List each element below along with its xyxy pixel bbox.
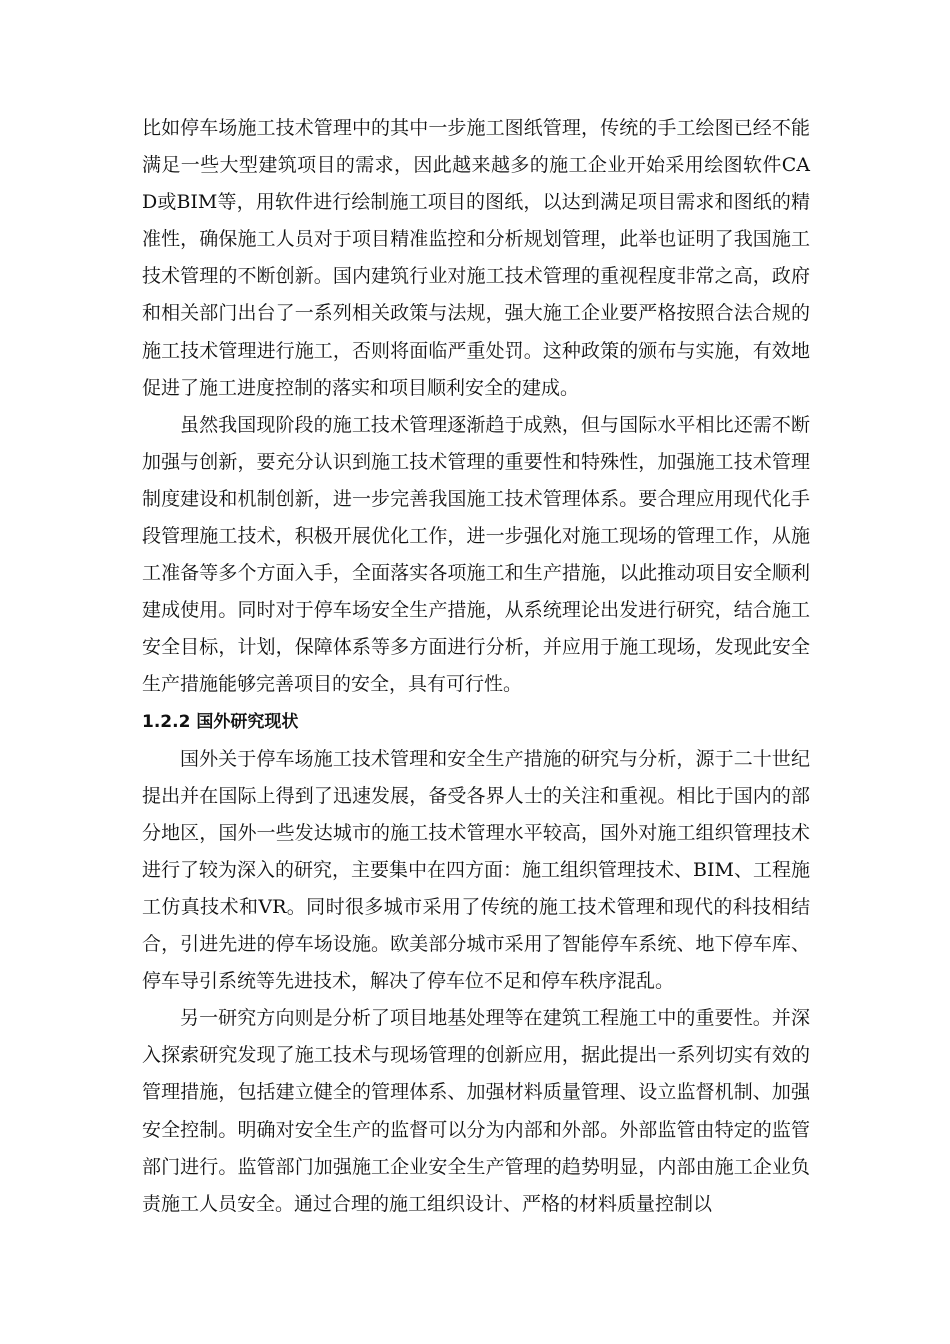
section-heading: 1.2.2 国外研究现状: [142, 711, 299, 732]
paragraph-research-direction: 另一研究方向则是分析了项目地基处理等在建筑工程施工中的重要性。并深入探索研究发现了施工技术与现场管理的创新应用，据此提出一系列切实有效的管理措施，包括建立健全的管理体系、加强材料质量管理、设立监督机制、加强安全控制。明确对安全生产的监督可以分为内部和外部。外部监管由特定的监管部门进行。监管部门加强施工企业安全生产管理的趋势明显，内部由施工企业负责施工人员安全。通过合理的施工组织设计、严格的材料质量控制以: [142, 1007, 810, 1215]
paragraph-foreign-status: 国外关于停车场施工技术管理和安全生产措施的研究与分析，源于二十世纪提出并在国际上得到了迅速发展，备受各界人士的关注和重视。相比于国内的部分地区，国外一些发达城市的施工技术管理水平较高，国外对施工组织管理技术进行了较为深入的研究，主要集中在四方面：施工组织管理技术、BIM、工程施工仿真技术和VR。同时很多城市采用了传统的施工技术管理和现代的科技相结合，引进先进的停车场设施。欧美部分城市采用了智能停车系统、地下停车库、停车导引系统等先进技术，解决了停车位不足和停车秩序混乱。: [142, 747, 810, 993]
paragraph-continued: 比如停车场施工技术管理中的其中一步施工图纸管理，传统的手工绘图已经不能满足一些大型建筑项目的需求，因此越来越多的施工企业开始采用绘图软件CAD或BIM等，用软件进行绘制施工项目的图纸，以达到满足项目需求和图纸的精准性，确保施工人员对于项目精准监控和分析规划管理，此举也证明了我国施工技术管理的不断创新。国内建筑行业对施工技术管理的重视程度非常之高，政府和相关部门出台了一系列相关政策与法规，强大施工企业要严格按照合法合规的施工技术管理进行施工，否则将面临严重处罚。这种政策的颁布与实施，有效地促进了施工进度控制的落实和项目顺利安全的建成。: [142, 117, 810, 399]
paragraph-domestic-status: 虽然我国现阶段的施工技术管理逐渐趋于成熟，但与国际水平相比还需不断加强与创新，要充分认识到施工技术管理的重要性和特殊性，加强施工技术管理制度建设和机制创新，进一步完善我国施工技术管理体系。要合理应用现代化手段管理施工技术，积极开展优化工作，进一步强化对施工现场的管理工作，从施工准备等多个方面入手，全面落实各项施工和生产措施，以此推动项目安全顺利建成使用。同时对于停车场安全生产措施，从系统理论出发进行研究，结合施工安全目标，计划，保障体系等多方面进行分析，并应用于施工现场，发现此安全生产措施能够完善项目的安全，具有可行性。: [142, 413, 810, 696]
